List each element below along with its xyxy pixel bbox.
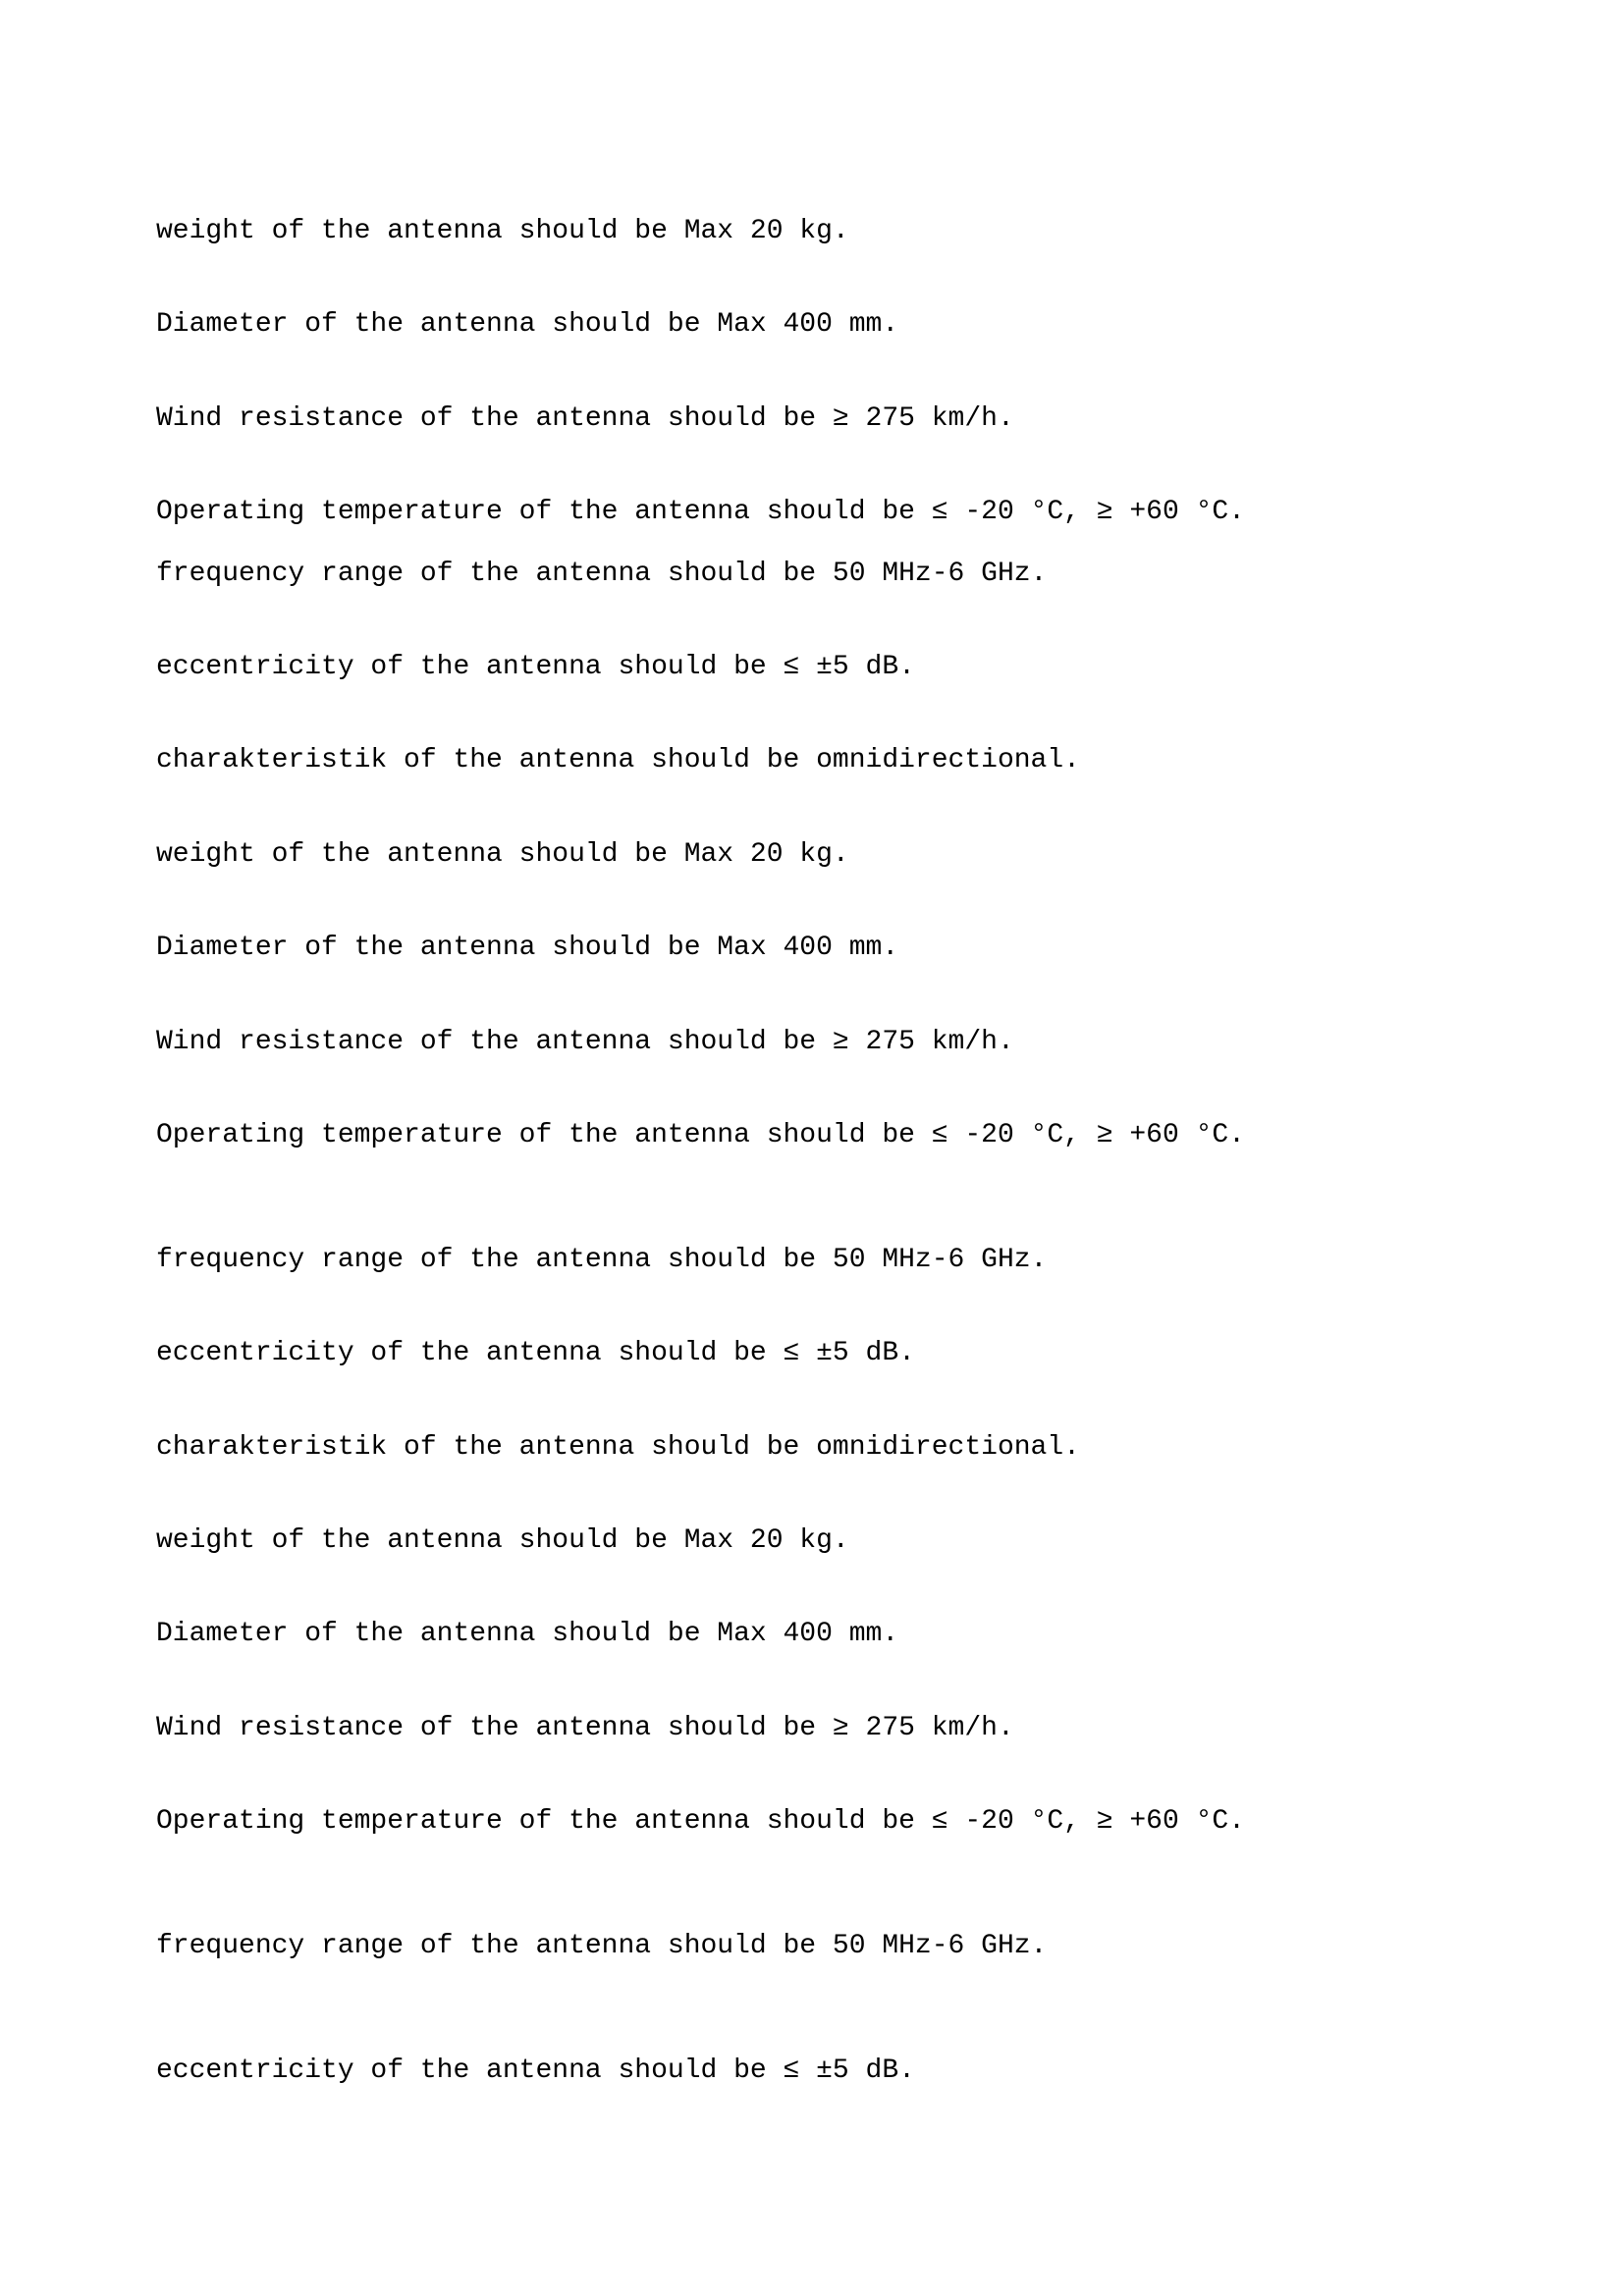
- spec-line-wind: Wind resistance of the antenna should be ≥ 275 km/h.: [156, 1713, 1014, 1743]
- spec-line-weight: weight of the antenna should be Max 20 kg.: [156, 839, 849, 870]
- spec-line-characteristic: charakteristik of the antenna should be omnidirectional.: [156, 745, 1080, 775]
- spec-line-diameter: Diameter of the antenna should be Max 400 mm.: [156, 933, 899, 963]
- spec-line-eccentricity: eccentricity of the antenna should be ≤ ±5 dB.: [156, 652, 915, 682]
- spec-line-eccentricity: eccentricity of the antenna should be ≤ ±5 dB.: [156, 1338, 915, 1368]
- spec-line-characteristic: charakteristik of the antenna should be omnidirectional.: [156, 1432, 1080, 1463]
- spec-line-frequency: frequency range of the antenna should be 50 MHz-6 GHz.: [156, 559, 1048, 589]
- spec-line-temperature: Operating temperature of the antenna should be ≤ -20 °C, ≥ +60 °C.: [156, 1120, 1245, 1150]
- spec-line-weight: weight of the antenna should be Max 20 kg.: [156, 216, 849, 246]
- spec-line-temperature: Operating temperature of the antenna should be ≤ -20 °C, ≥ +60 °C.: [156, 1806, 1245, 1837]
- spec-line-weight: weight of the antenna should be Max 20 kg.: [156, 1525, 849, 1556]
- spec-line-frequency: frequency range of the antenna should be 50 MHz-6 GHz.: [156, 1245, 1048, 1275]
- spec-line-eccentricity: eccentricity of the antenna should be ≤ ±5 dB.: [156, 2056, 915, 2086]
- spec-line-diameter: Diameter of the antenna should be Max 400 mm.: [156, 1619, 899, 1649]
- spec-line-temperature: Operating temperature of the antenna should be ≤ -20 °C, ≥ +60 °C.: [156, 497, 1245, 527]
- spec-line-diameter: Diameter of the antenna should be Max 400 mm.: [156, 309, 899, 340]
- spec-line-frequency: frequency range of the antenna should be 50 MHz-6 GHz.: [156, 1931, 1048, 1961]
- spec-line-wind: Wind resistance of the antenna should be ≥ 275 km/h.: [156, 403, 1014, 434]
- spec-line-wind: Wind resistance of the antenna should be ≥ 275 km/h.: [156, 1027, 1014, 1057]
